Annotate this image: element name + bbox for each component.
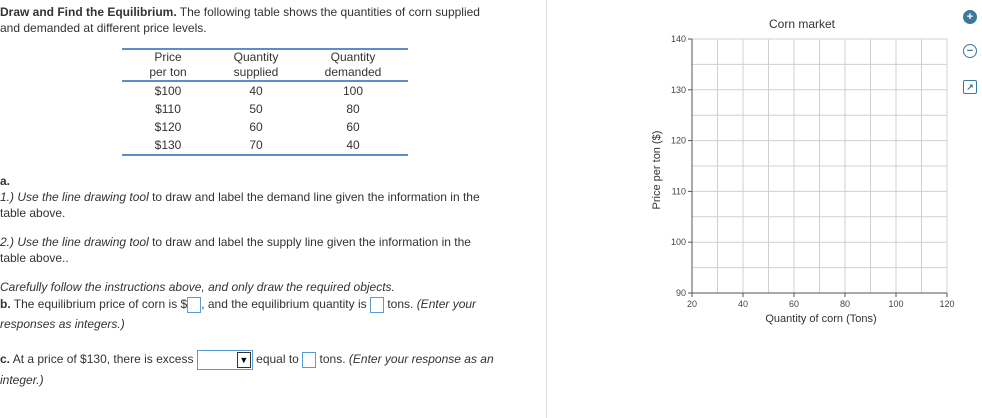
- part-a1-line-2: table above.: [0, 206, 66, 220]
- part-a-label: a.: [0, 174, 11, 188]
- table-row: $130 70 40: [122, 136, 408, 155]
- dropdown-arrow-icon: ▼: [237, 352, 251, 368]
- careful-note: Carefully follow the instructions above, and only draw the required objects.: [0, 280, 395, 294]
- header-supplied: Quantity supplied: [233, 50, 279, 79]
- part-a2-line-2: table above..: [0, 251, 69, 265]
- y-tick-label: 110: [671, 186, 686, 197]
- zoom-in-icon[interactable]: +: [963, 10, 977, 24]
- equilibrium-price-input[interactable]: [187, 297, 201, 313]
- header-demanded: Quantity demanded: [324, 50, 382, 79]
- y-tick-label: 100: [670, 237, 686, 248]
- graph-title: Corn market: [768, 17, 836, 31]
- x-tick-label: 80: [839, 299, 851, 309]
- table-row: $110 50 80: [155, 102, 360, 116]
- x-tick-label: 60: [788, 299, 800, 309]
- graph-ylabel: Price per ton ($): [651, 130, 663, 210]
- x-tick-label: 120: [939, 299, 955, 309]
- supply-demand-table: [122, 48, 408, 156]
- y-tick-label: 90: [675, 288, 686, 298]
- intro-line-1: [0, 5, 480, 19]
- grid: [692, 39, 947, 293]
- y-tick-label: 130: [670, 84, 686, 95]
- zoom-out-icon[interactable]: −: [963, 44, 977, 58]
- graph-xlabel: Quantity of corn (Tons): [765, 313, 877, 325]
- popout-icon[interactable]: ↗: [963, 80, 977, 94]
- excess-amount-input[interactable]: [302, 352, 316, 368]
- equilibrium-quantity-input[interactable]: [370, 297, 384, 313]
- part-c-line-1: c. At a price of $130, there is excess ▼ equal to tons. (Enter your response as an: [0, 350, 494, 370]
- corn-market-graph[interactable]: [640, 0, 960, 330]
- intro-line-2: and demanded at different price levels.: [0, 21, 207, 35]
- part-b-line-2: responses as integers.): [0, 317, 125, 331]
- intro-title: Draw and Find the Equilibrium.: [0, 5, 177, 19]
- panel-divider: [546, 0, 547, 418]
- x-tick-label: 100: [888, 299, 904, 309]
- part-b-line-1: b. The equilibrium price of corn is $ , and the equilibrium quantity is tons. (Enter your: [0, 297, 477, 312]
- intro-text: The following table shows the quantities of corn supplied: [176, 5, 480, 19]
- part-c-label: c.: [0, 352, 11, 367]
- part-a1-line-1: 1.) Use the line drawing tool to draw and label the demand line given the information in the: [0, 190, 480, 204]
- part-a2-line-1: 2.) Use the line drawing tool to draw and label the supply line given the information in the: [0, 235, 471, 249]
- table-row: $100 40 100: [154, 84, 364, 98]
- part-b-label: b.: [0, 297, 11, 312]
- x-tick-label: 20: [686, 299, 698, 309]
- table-row: $120 60 60: [154, 120, 360, 134]
- x-tick-label: 40: [737, 299, 749, 309]
- y-tick-label: 140: [670, 34, 686, 44]
- excess-type-dropdown[interactable]: [197, 350, 253, 370]
- header-price: Price per ton: [149, 50, 187, 79]
- part-c-line-2: integer.): [0, 373, 44, 387]
- y-tick-label: 120: [670, 135, 686, 146]
